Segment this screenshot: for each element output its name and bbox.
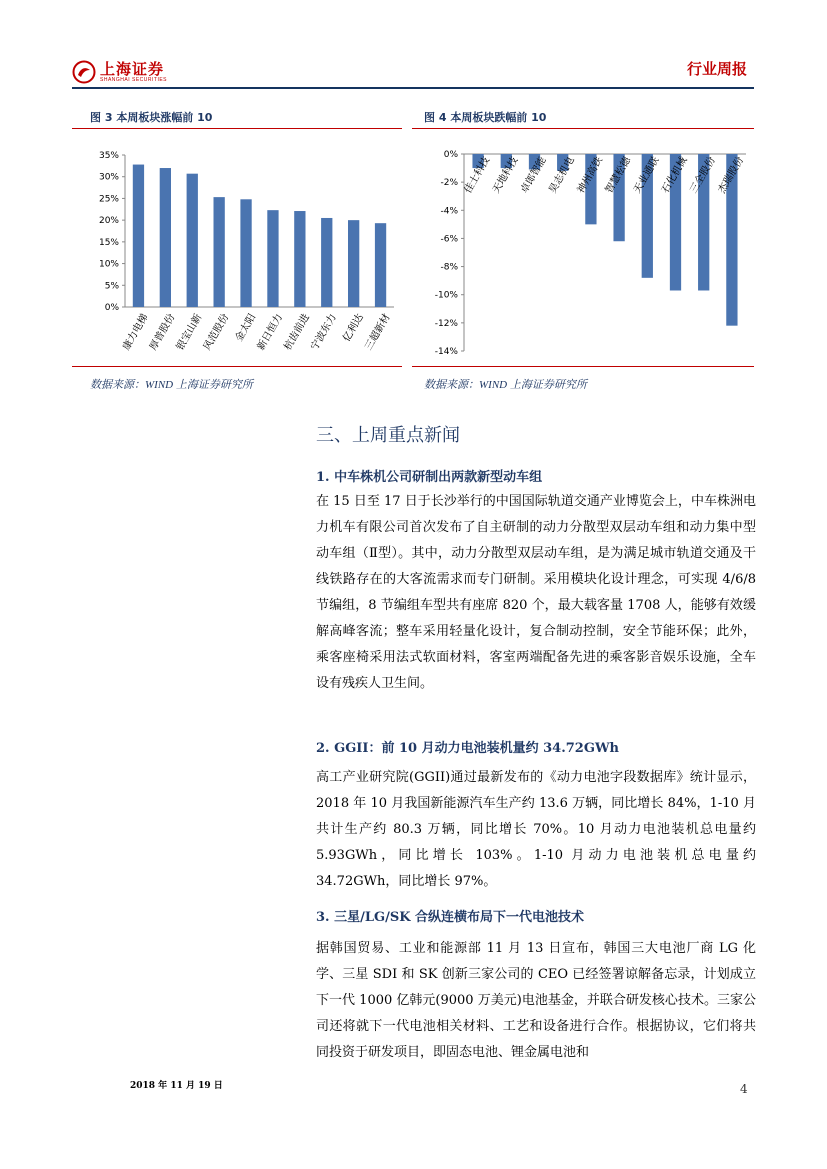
bar (133, 165, 144, 307)
bar (321, 218, 332, 307)
y-tick-label: 35% (98, 151, 119, 161)
x-tick-label: 厚普股份 (147, 312, 178, 353)
y-tick-label: -14% (434, 347, 458, 357)
x-tick-label: 康力电梯 (121, 312, 151, 353)
y-tick-label: 10% (98, 259, 119, 270)
news-3-title: 3. 三星/LG/SK 合纵连横布局下一代电池技术 (316, 910, 585, 925)
logo-icon (72, 60, 96, 84)
x-tick-label: 风范股份 (201, 312, 232, 353)
bar (294, 211, 305, 307)
figure4-chart (412, 135, 754, 365)
x-tick-label: 卓郎智能 (519, 155, 549, 196)
y-tick-label: 25% (98, 194, 119, 205)
news-1-body: 在 15 日至 17 日于长沙举行的中国国际轨道交通产业博览会上，中车株洲电力机车有限公司首次发布了自主研制的动力分散型双层动车组和动力集中型动车组（Ⅱ型）。其中，动力分散型双层动车组，是为满足城市轨道交通及干线铁路存在的大客流需求而专门研制。采用模块化设计理念，可实现 4/6/8 节编组，8 节编组车型共有座席 820 个，最大载客量 1708 人，能够有效缓解高峰客流；整车采用轻量化设计，复合制动控制，安全节能环保；此外，乘客座椅采用法式软面材料，客室两端配备先进的乘客影音娱乐设施，全车设有残疾人卫生间。 (316, 494, 756, 691)
x-tick-label: 三超新材 (363, 312, 393, 353)
x-tick-label: 金太阳 (233, 312, 259, 344)
x-tick-label: 石化机械 (660, 155, 690, 196)
figure3-title: 图 3 本周板块涨幅前 10 (90, 111, 213, 124)
y-tick-label: 15% (98, 237, 119, 248)
news-2-title: 2. GGII：前 10 月动力电池装机量约 34.72GWh (316, 741, 619, 756)
figure4-bottom-rule (412, 366, 754, 367)
x-tick-label: 三全股份 (688, 155, 718, 196)
news-2-body: 高工产业研究院(GGII)通过最新发布的《动力电池字段数据库》统计显示，2018 年 10 月我国新能源汽车生产约 13.6 万辆，同比增长 84%，1-10 月共计生产约 80.3 万辆，同比增长 70%。10 月动力电池装机总电量约 5.93GWh，同比增长 103%。1-10 月动力电池装机总电量约 34.72GWh，同比增长 97%。 (316, 770, 756, 889)
x-tick-label: 宁波东力 (309, 312, 339, 353)
y-tick-label: 0% (104, 303, 119, 313)
report-type-title: 行业周报 (686, 60, 747, 78)
figure4-source: 数据来源：WIND 上海证券研究所 (424, 379, 587, 391)
y-tick-label: -6% (440, 234, 458, 245)
figure3-chart (72, 135, 402, 365)
footer-date: 2018 年 11 月 19 日 (130, 1081, 223, 1091)
figure4-top-rule (412, 128, 754, 129)
figure3-top-rule (72, 128, 402, 129)
x-tick-label: 杭齿前进 (282, 312, 312, 353)
x-tick-label: 神州高铁 (575, 155, 606, 196)
company-logo (72, 60, 167, 84)
y-tick-label: -8% (440, 262, 458, 273)
x-tick-label: 佳士科技 (462, 155, 493, 196)
figure3-bottom-rule (72, 366, 402, 367)
section-title: 三、上周重点新闻 (316, 425, 460, 446)
x-tick-label: 杰瑞股份 (716, 155, 747, 196)
header-divider (72, 87, 754, 89)
bar (240, 199, 251, 307)
y-tick-label: -12% (434, 318, 458, 329)
bar (187, 174, 198, 307)
x-tick-label: 新日恒力 (255, 312, 286, 353)
y-tick-label: -10% (434, 290, 458, 301)
logo-text-en: SHANGHAI SECURITIES (100, 76, 168, 83)
y-tick-label: 0% (443, 150, 458, 160)
x-tick-label: 昊志机电 (547, 155, 577, 196)
x-tick-label: 智慧松德 (603, 155, 634, 196)
figure4-title: 图 4 本周板块跌幅前 10 (424, 111, 547, 124)
y-tick-label: 30% (98, 172, 119, 183)
y-tick-label: -2% (440, 178, 458, 189)
figure3-source: 数据来源：WIND 上海证券研究所 (90, 379, 253, 391)
x-tick-label: 亿利达 (341, 312, 366, 344)
y-tick-label: -4% (440, 206, 458, 217)
bar (375, 223, 386, 307)
news-1-title: 1. 中车株机公司研制出两款新型动车组 (316, 470, 543, 485)
page-number: 4 (740, 1082, 748, 1096)
y-tick-label: 20% (98, 216, 119, 227)
bar (160, 168, 171, 307)
logo-text-cn: 上海证券 (100, 59, 165, 78)
x-tick-label: 天地科技 (490, 155, 521, 196)
x-tick-label: 天业通联 (631, 155, 662, 196)
news-3-body: 据韩国贸易、工业和能源部 11 月 13 日宣布，韩国三大电池厂商 LG 化学、三星 SDI 和 SK 创新三家公司的 CEO 已经签署谅解备忘录，计划成立下一代 1000 亿韩元(9000 万美元)电池基金，并联合研发核心技术。三家公司还将就下一代电池相关材料、工艺和设备进行合作。根据协议，它们将共同投资于研发项目，即固态电池、锂金属电池和 (316, 941, 756, 1060)
x-tick-label: 银宝山新 (174, 312, 205, 353)
bar (214, 197, 225, 307)
y-tick-label: 5% (104, 281, 119, 292)
bar (348, 220, 359, 307)
bar (267, 210, 278, 307)
